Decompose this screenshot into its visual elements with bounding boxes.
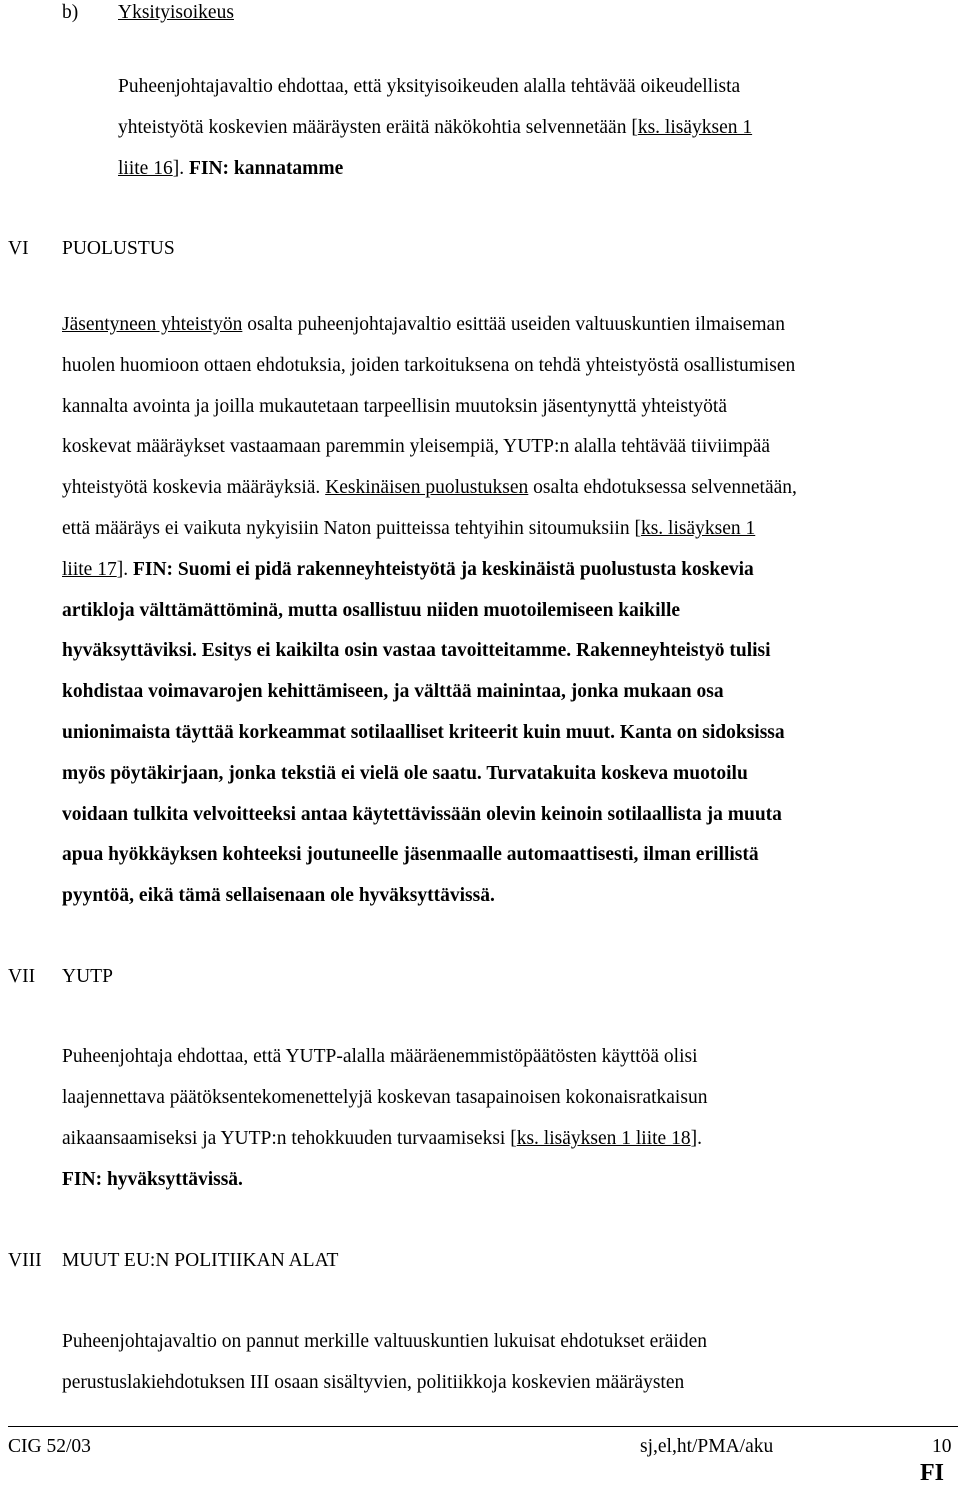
footer-rule — [8, 1426, 958, 1427]
body-text: osalta puheenjohtajavaltio esittää useiden valtuuskuntien ilmaiseman — [242, 314, 785, 335]
paragraph-line — [62, 1046, 698, 1068]
paragraph-line — [62, 1372, 684, 1394]
paragraph-line — [62, 722, 785, 744]
paragraph-line — [62, 518, 755, 540]
paragraph-line — [62, 396, 727, 418]
fin-position: FIN: kannatamme — [188, 158, 344, 179]
annex-ref-link: liite 16 — [118, 158, 173, 179]
paragraph-line — [62, 804, 782, 826]
fin-position-text: unionimaista täyttää korkeammat sotilaalliset kriteerit kuin muut. Kanta on sidoksissa — [62, 722, 785, 743]
footer-doc-ref: CIG 52/03 — [8, 1436, 91, 1457]
paragraph-line — [62, 844, 759, 866]
section-b-line-3 — [118, 158, 343, 180]
footer-language-code: FI — [920, 1460, 944, 1486]
annex-ref-link: liite 17 — [62, 558, 117, 580]
body-text: Puheenjohtaja ehdottaa, että YUTP-alalla määräenemmistöpäätösten käyttöä olisi — [62, 1046, 698, 1067]
body-text: osalta ehdotuksessa selvennetään, — [528, 477, 797, 499]
fin-position-text: pyyntöä, eikä tämä sellaisenaan ole hyväksyttävissä. — [62, 885, 495, 907]
paragraph-line — [62, 640, 771, 662]
section-b-line-3-text: ]. — [172, 158, 189, 179]
section-b-line-1: Puheenjohtajavaltio ehdottaa, että yksityisoikeuden alalla tehtävää oikeudellista — [118, 76, 741, 97]
body-text: yhteistyötä koskevia määräyksiä. — [62, 477, 326, 499]
paragraph-line — [62, 1169, 243, 1191]
paragraph-line — [62, 477, 797, 499]
paragraph-line — [62, 559, 754, 581]
paragraph-line — [62, 681, 724, 703]
section-vi-number: VI — [8, 238, 29, 259]
fin-position-text: hyväksyttäviksi. Esitys ei kaikilta osin vastaa tavoitteitamme. Rakenneyhteistyö tulisi — [62, 640, 771, 662]
section-b-label: b) — [62, 2, 79, 23]
fin-position-text: voidaan tulkita velvoitteeksi antaa käytettävissään olevin keinoin sotilaallista ja muuta — [62, 803, 782, 825]
body-text: että määräys ei vaikuta nykyisiin Naton puitteissa tehtyihin sitoumuksiin [ — [62, 518, 641, 539]
annex-ref-link: Keskinäisen puolustuksen — [325, 477, 529, 499]
fin-position-text: FIN: hyväksyttävissä. — [62, 1169, 243, 1190]
paragraph-line — [62, 314, 785, 336]
section-vii-title: YUTP — [62, 966, 113, 987]
fin-position-text: artikloja välttämättöminä, mutta osallistuu niiden muotoilemiseen kaikille — [62, 599, 681, 621]
body-text: aikaansaamiseksi ja YUTP:n tehokkuuden turvaamiseksi [ — [62, 1128, 517, 1149]
section-b-line-2 — [118, 117, 752, 139]
body-text: huolen huomioon ottaen ehdotuksia, joiden tarkoituksena on tehdä yhteistyöstä osallistumisen — [62, 354, 796, 376]
footer-page-number: 10 — [932, 1436, 952, 1457]
annex-ref-link: ks. lisäyksen 1 — [637, 117, 753, 138]
body-text: koskevat määräykset vastaamaan paremmin yleisempiä, YUTP:n alalla tehtävää tiiviimpää — [62, 436, 771, 458]
paragraph-line — [62, 885, 495, 907]
fin-position-text: myös pöytäkirjaan, jonka tekstiä ei vielä ole saatu. Turvatakuita koskeva muotoilu — [62, 762, 748, 784]
paragraph-line — [62, 1087, 707, 1109]
body-text: ]. — [690, 1128, 702, 1149]
annex-ref-link: ks. lisäyksen 1 liite 18 — [516, 1128, 691, 1149]
paragraph-line — [62, 1128, 702, 1150]
section-b-title: Yksityisoikeus — [118, 2, 234, 23]
body-text: perustuslakiehdotuksen III osaan sisältyvien, politiikkoja koskevien määräysten — [62, 1372, 685, 1393]
fin-position-text: FIN: Suomi ei pidä rakenneyhteistyötä ja keskinäistä puolustusta koskevia — [132, 558, 754, 580]
body-text: ]. — [116, 558, 133, 580]
annex-ref-link: ks. lisäyksen 1 — [640, 518, 756, 539]
section-viii-title: MUUT EU:N POLITIIKAN ALAT — [62, 1250, 339, 1271]
section-vi-title: PUOLUSTUS — [62, 238, 175, 259]
annex-ref-link: Jäsentyneen yhteistyön — [62, 314, 243, 335]
footer-initials: sj,el,ht/PMA/aku — [640, 1436, 774, 1457]
paragraph-line — [62, 763, 748, 785]
paragraph-line — [62, 600, 680, 622]
section-vii-number: VII — [8, 966, 36, 987]
body-text: Puheenjohtajavaltio on pannut merkille valtuuskuntien lukuisat ehdotukset eräiden — [62, 1331, 707, 1352]
paragraph-line — [62, 355, 795, 377]
paragraph-line — [62, 436, 770, 458]
section-b-line-2-text: yhteistyötä koskevien määräysten eräitä näkökohtia selvennetään [ — [118, 117, 638, 138]
fin-position-text: apua hyökkäyksen kohteeksi joutuneelle jäsenmaalle automaattisesti, ilman erillistä — [62, 844, 759, 866]
section-viii-number: VIII — [8, 1250, 42, 1271]
paragraph-line — [62, 1331, 707, 1353]
body-text: kannalta avointa ja joilla mukautetaan tarpeellisin muutoksin jäsentynyttä yhteistyötä — [62, 395, 727, 417]
body-text: laajennettava päätöksentekomenettelyjä koskevan tasapainoisen kokonaisratkaisun — [62, 1087, 708, 1108]
fin-position-text: kohdistaa voimavarojen kehittämiseen, ja välttää mainintaa, jonka mukaan osa — [62, 681, 724, 703]
